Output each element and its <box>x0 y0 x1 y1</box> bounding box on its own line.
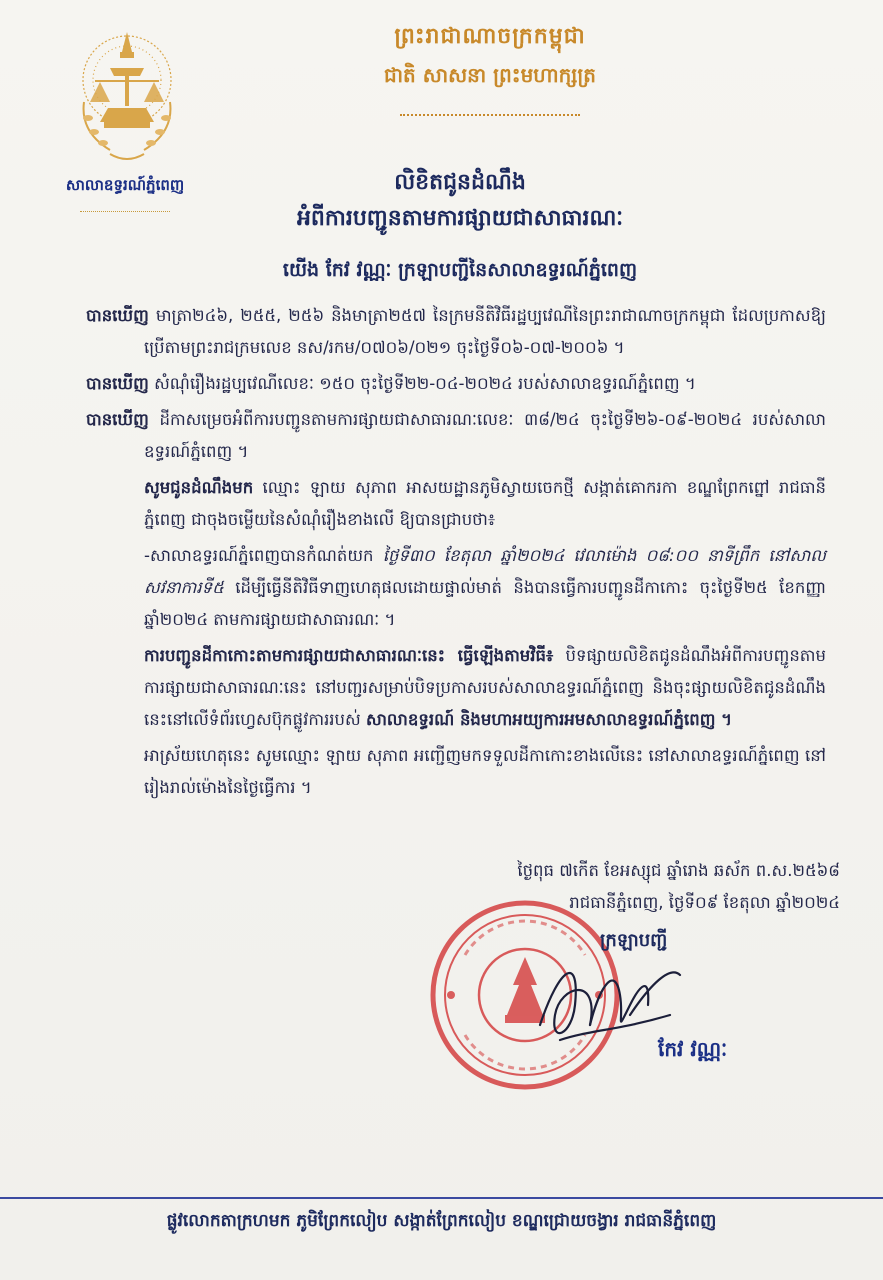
court-name: សាលាឧទ្ធរណ៍ភ្នំពេញ <box>65 176 185 194</box>
paragraph-text: -សាលាឧទ្ធរណ៍ភ្នំពេញបានកំណត់យក <box>144 546 374 565</box>
paragraph-emphasis: សាលាឧទ្ធរណ៍ និងមហាអយ្យការអមសាលាឧទ្ធរណ៍ភ្នំពេញ ។ <box>365 710 733 729</box>
paragraph-text: ដើម្បីធ្វើនីតិវិធីទាញហេតុផលដោយផ្ទាល់មាត់ និងបានធ្វើការបញ្ជូនដីកាកោះ ចុះថ្ងៃទី២៥ ខែកញ្ញា ឆ្នាំ២០២៤ តាមការផ្សាយជាសាធារណៈ ។ <box>144 578 826 629</box>
paragraph-seen-order <box>86 404 826 468</box>
document-title: លិខិតជូនដំណឹង <box>394 170 526 195</box>
paragraph-seen-law <box>86 300 826 364</box>
issue-date: រាជធានីភ្នំពេញ, ថ្ងៃទី០៩ ខែតុលា ឆ្នាំ២០២៤ <box>569 893 840 912</box>
paragraph-lead: បានឃើញ <box>86 306 149 325</box>
paragraph-notice <box>86 472 826 536</box>
lunar-date: ថ្ងៃពុធ ៧កើត ខែអស្សុជ ឆ្នាំរោង ឆស័ក ព.ស.២៥៦៨ <box>517 861 840 880</box>
paragraph-conclusion <box>86 740 826 804</box>
document-body <box>86 300 826 808</box>
paragraph-lead: បានឃើញ <box>86 374 149 393</box>
paragraph-text: បិទផ្សាយលិខិតជូនដំណឹងអំពីការបញ្ជូនតាមការផ្សាយជាសាធារណៈនេះ នៅបញ្ជរសម្រាប់បិទប្រកាសរបស់សាលាឧទ្ធរណ៍ភ្នំពេញ និងចុះផ្សាយលិខិតជូនដំណឹងនេះនៅលើទំព័រហ្វេសប៊ុកផ្លូវការរបស់ <box>144 646 826 729</box>
paragraph-text: មាត្រា២៤៦, ២៥៥, ២៥៦ និងមាត្រា២៥៧ នៃក្រមនីតិវិធីរដ្ឋប្បវេណីនៃព្រះរាជាណាចក្រកម្ពុជា ដែលប្រកាសឱ្យប្រើតាមព្រះរាជក្រមលេខ នស/រកម/០៧០៦/០២១ ចុះថ្ងៃទី០៦-០៧-២០០៦ ។ <box>144 306 826 357</box>
footer-address: ផ្លូវលោកតាក្រហមក ភូមិព្រែកលៀប សង្កាត់ព្រែកលៀប ខណ្ឌជ្រោយចង្វារ រាជធានីភ្នំពេញ <box>166 1211 717 1231</box>
issuer-line: យើង កែវ វណ្ណៈ ក្រឡាបញ្ជីនៃសាលាឧទ្ធរណ៍ភ្នំពេញ <box>282 259 638 281</box>
hearing-datetime: ថ្ងៃទី៣០ ខែតុលា ឆ្នាំ២០២៤ វេលាម៉ោង ០៨:០០ នាទីព្រឹក នៅសាលសវនាការទី៥ <box>144 546 826 597</box>
motto-divider <box>400 108 580 116</box>
paragraph-method <box>86 640 826 736</box>
paragraph-lead: បានឃើញ <box>86 410 149 429</box>
clerk-title: ក្រឡាបញ្ជី <box>600 930 668 951</box>
paragraph-text: សំណុំរឿងរដ្ឋប្បវេណីលេខៈ ១៥០ ចុះថ្ងៃទី២២-០៤-២០២៤ របស់សាលាឧទ្ធរណ៍ភ្នំពេញ ។ <box>154 374 696 393</box>
paragraph-hearing <box>86 540 826 636</box>
paragraph-lead: សូមជូនដំណឹងមក <box>144 478 254 497</box>
footer-rule <box>0 1197 883 1199</box>
paragraph-text: ឈ្មោះ ឡាយ សុភាព អាសយដ្ឋានភូមិស្វាយចេកថ្មី សង្កាត់គោករកា ខណ្ឌព្រែកព្នៅ រាជធានីភ្នំពេញ ជាចុងចម្លើយនៃសំណុំរឿងខាងលើ ឱ្យបានជ្រាបថា៖ <box>144 478 826 529</box>
clerk-name: កែវ វណ្ណៈ <box>658 1037 728 1061</box>
paragraph-text: អាស្រ័យហេតុនេះ សូមឈ្មោះ ឡាយ សុភាព អញ្ជើញមកទទួលដីកាកោះខាងលើនេះ នៅសាលាឧទ្ធរណ៍ភ្នំពេញ នៅរៀងរាល់ម៉ោងនៃថ្ងៃធ្វើការ ។ <box>144 746 826 797</box>
kingdom-heading: ព្រះរាជាណាចក្រកម្ពុជា <box>394 24 586 49</box>
paragraph-text: ដីកាសម្រេចអំពីការបញ្ជូនតាមការផ្សាយជាសាធារណៈលេខៈ ៣៨/២៤ ចុះថ្ងៃទី២៦-០៩-២០២៤ របស់សាលាឧទ្ធរណ៍ភ្នំពេញ ។ <box>144 410 826 461</box>
document-subtitle: អំពីការបញ្ជូនតាមការផ្សាយជាសាធារណៈ <box>296 206 624 231</box>
court-emblem-icon <box>70 22 185 172</box>
paragraph-seen-case <box>86 368 826 400</box>
national-motto: ជាតិ សាសនា ព្រះមហាក្សត្រ <box>384 63 596 87</box>
paragraph-lead: ការបញ្ជូនដីកាកោះតាមការផ្សាយជាសាធារណៈនេះ ធ្វើឡើងតាមវិធី៖ <box>144 646 554 665</box>
court-name-divider <box>80 203 170 212</box>
